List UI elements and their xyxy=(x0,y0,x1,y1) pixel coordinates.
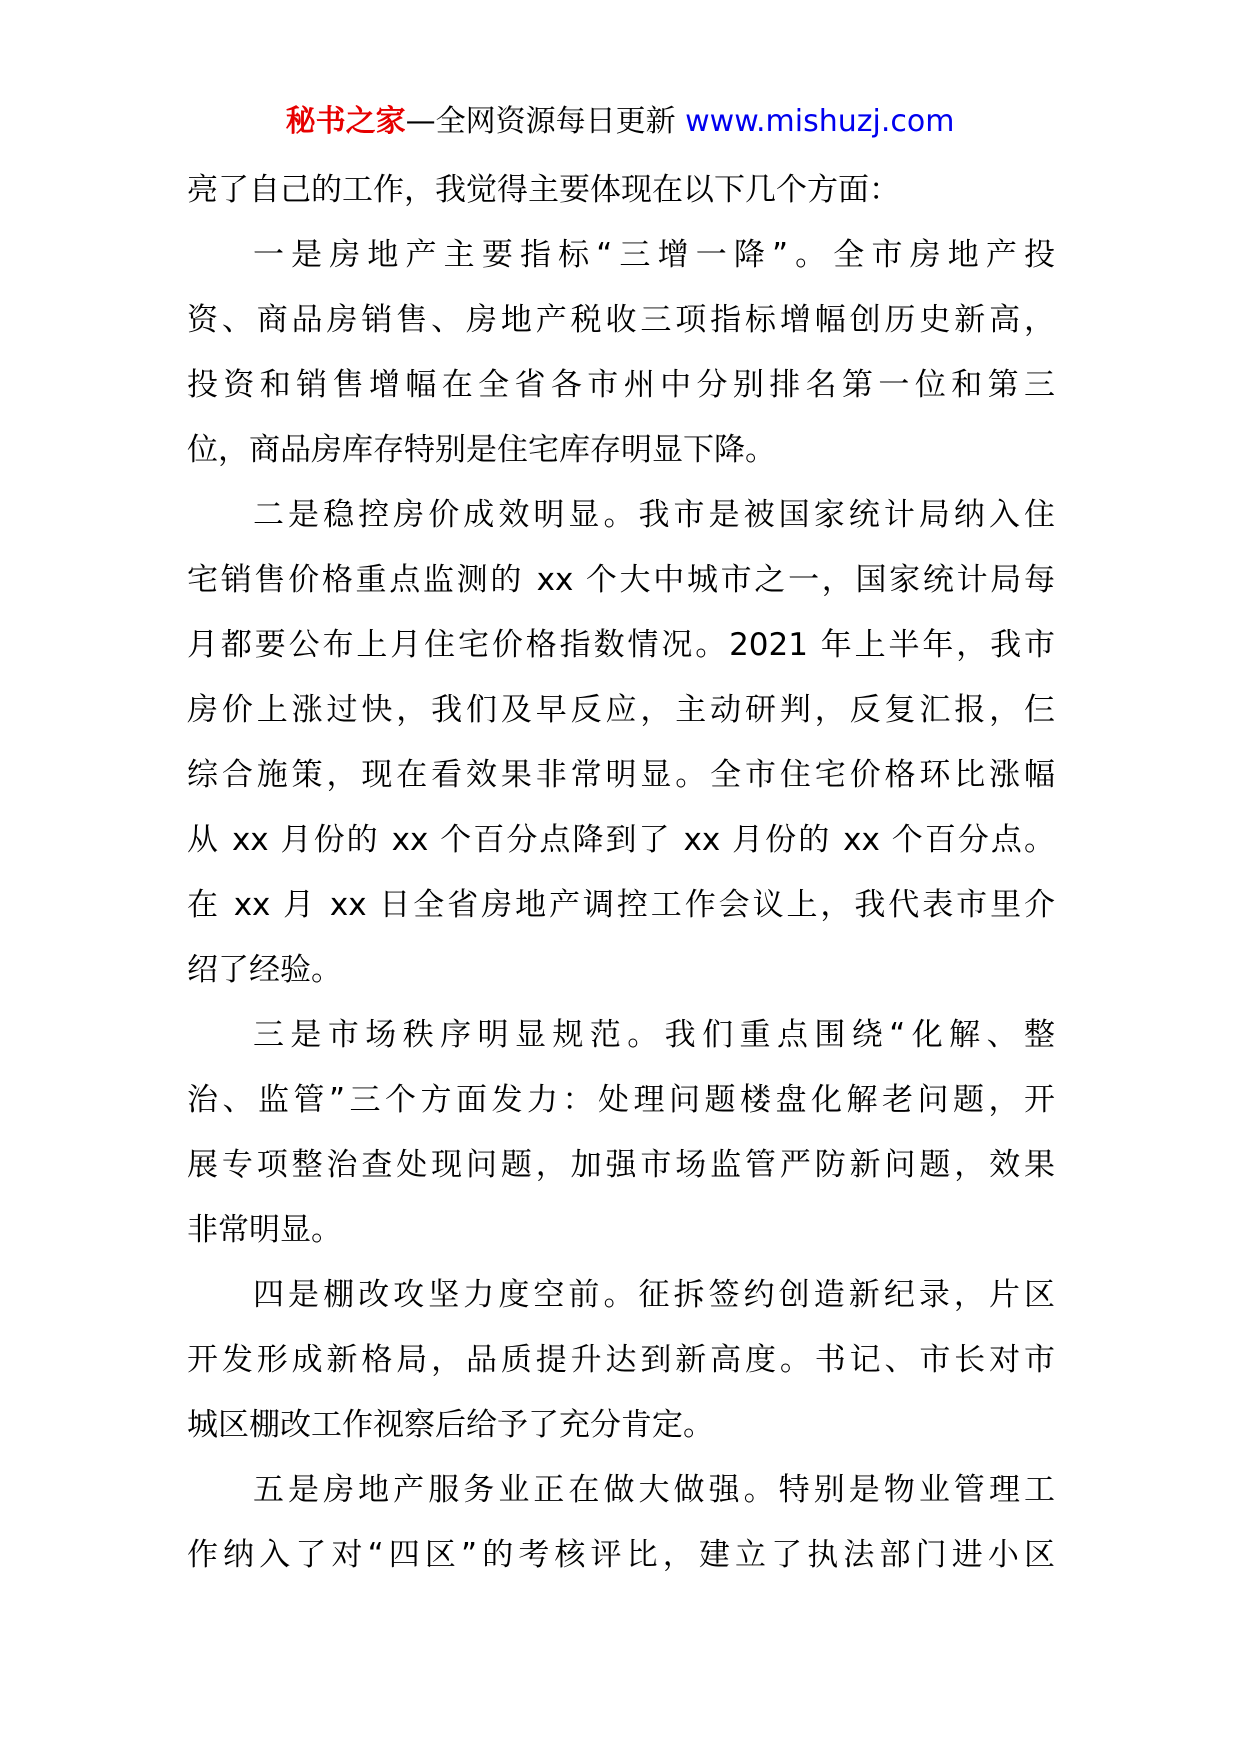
text-line: 非常明显。 xyxy=(187,1212,342,1248)
site-brand: 秘书之家 xyxy=(285,104,406,139)
text-line: 资、商品房销售、房地产税收三项指标增幅创历史新高， xyxy=(187,302,1055,338)
text-line: 四是棚改攻坚力度空前。征拆签约创造新纪录，片区 xyxy=(253,1277,1055,1313)
text-line: 三是市场秩序明显规范。我们重点围绕“化解、整 xyxy=(253,1017,1055,1053)
text-line: 一是房地产主要指标“三增一降”。全市房地产投 xyxy=(253,237,1055,273)
site-header xyxy=(0,100,1240,144)
text-line: 宅销售价格重点监测的 xx 个大中城市之一，国家统计局每 xyxy=(187,562,1055,598)
text-line: 作纳入了对“四区”的考核评比，建立了执法部门进小区 xyxy=(187,1537,1055,1573)
text-line: 月都要公布上月住宅价格指数情况。2021 年上半年，我市 xyxy=(187,627,1055,663)
text-line: 绍了经验。 xyxy=(187,952,342,988)
text-line: 在 xx 月 xx 日全省房地产调控工作会议上，我代表市里介 xyxy=(187,887,1055,923)
text-line: 位，商品房库存特别是住宅库存明显下降。 xyxy=(187,432,776,468)
text-line: 从 xx 月份的 xx 个百分点降到了 xx 月份的 xx 个百分点。 xyxy=(187,822,1055,858)
text-line: 治、监管”三个方面发力：处理问题楼盘化解老问题，开 xyxy=(187,1082,1055,1118)
text-line: 开发形成新格局，品质提升达到新高度。书记、市长对市 xyxy=(187,1342,1055,1378)
site-url-link[interactable]: www.mishuzj.com xyxy=(685,104,955,139)
text-line: 城区棚改工作视察后给予了充分肯定。 xyxy=(187,1407,714,1443)
document-body xyxy=(187,168,1055,1598)
text-line: 投资和销售增幅在全省各市州中分别排名第一位和第三 xyxy=(187,367,1055,403)
text-line: 展专项整治查处现问题，加强市场监管严防新问题，效果 xyxy=(187,1147,1055,1183)
text-line: 二是稳控房价成效明显。我市是被国家统计局纳入住 xyxy=(253,497,1055,533)
text-line: 亮了自己的工作，我觉得主要体现在以下几个方面： xyxy=(187,172,900,208)
text-line: 房价上涨过快，我们及早反应，主动研判，反复汇报，仨 xyxy=(187,692,1055,728)
site-tagline: —全网资源每日更新 xyxy=(405,104,686,139)
text-line: 五是房地产服务业正在做大做强。特别是物业管理工 xyxy=(253,1472,1055,1508)
text-line: 综合施策，现在看效果非常明显。全市住宅价格环比涨幅 xyxy=(187,757,1055,793)
